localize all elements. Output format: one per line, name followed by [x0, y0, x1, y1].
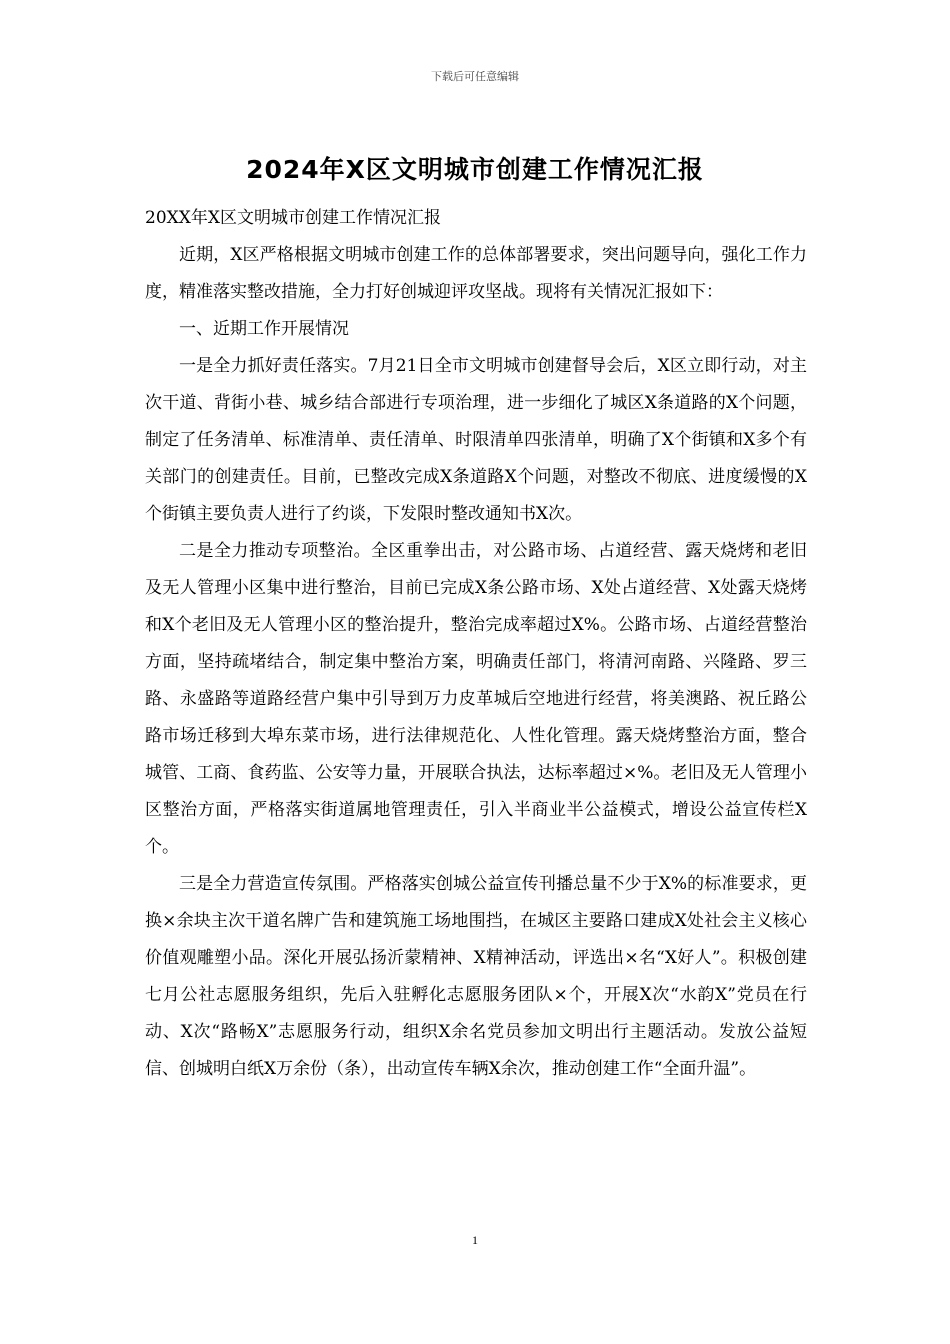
- header-note: 下载后可任意编辑: [431, 70, 519, 83]
- document-body: [145, 200, 807, 1088]
- document-title: 2024年X区文明城市创建工作情况汇报: [246, 155, 704, 184]
- paragraph-rectification: 二是全力推动专项整治。全区重拳出击，对公路市场、占道经营、露天烧烤和老旧及无人管理小区集中进行整治，目前已完成X条公路市场、X处占道经营、X处露天烧烤和X个老旧及无人管理小区的整治提升，整治完成率超过X%。公路市场、占道经营整治方面，坚持疏堵结合，制定集中整治方案，明确责任部门，将清河南路、兴隆路、罗三路、永盛路等道路经营户集中引导到万力皮革城后空地进行经营，将美澳路、祝丘路公路市场迁移到大埠东菜市场，进行法律规范化、人性化管理。露天烧烤整治方面，整合城管、工商、食药监、公安等力量，开展联合执法，达标率超过×%。老旧及无人管理小区整治方面，严格落实街道属地管理责任，引入半商业半公益模式，增设公益宣传栏X个。: [145, 541, 807, 857]
- document-subtitle: 20XX年X区文明城市创建工作情况汇报: [145, 208, 441, 228]
- paragraph-intro: 近期，X区严格根据文明城市创建工作的总体部署要求，突出问题导向，强化工作力度，精准落实整改措施，全力打好创城迎评攻坚战。现将有关情况汇报如下：: [145, 245, 807, 302]
- paragraph-publicity: 三是全力营造宣传氛围。严格落实创城公益宣传刊播总量不少于X%的标准要求，更换×余块主次干道名牌广告和建筑施工场地围挡，在城区主要路口建成X处社会主义核心价值观雕塑小品。深化开展弘扬沂蒙精神、X精神活动，评选出×名“X好人”。积极创建七月公社志愿服务组织，先后入驻孵化志愿服务团队×个，开展X次“水韵X”党员在行动、X次“路畅X”志愿服务行动，组织X余名党员参加文明出行主题活动。发放公益短信、创城明白纸X万余份（条），出动宣传车辆X余次，推动创建工作“全面升温”。: [145, 874, 807, 1079]
- paragraph-responsibility: 一是全力抓好责任落实。7月21日全市文明城市创建督导会后，X区立即行动，对主次干道、背街小巷、城乡结合部进行专项治理，进一步细化了城区X条道路的X个问题，制定了任务清单、标准清单、责任清单、时限清单四张清单，明确了X个街镇和X多个有关部门的创建责任。目前，已整改完成X条道路X个问题，对整改不彻底、进度缓慢的X个街镇主要负责人进行了约谈，下发限时整改通知书X次。: [145, 356, 807, 524]
- section-heading: 一、近期工作开展情况: [179, 319, 349, 339]
- page-number: 1: [472, 1233, 478, 1247]
